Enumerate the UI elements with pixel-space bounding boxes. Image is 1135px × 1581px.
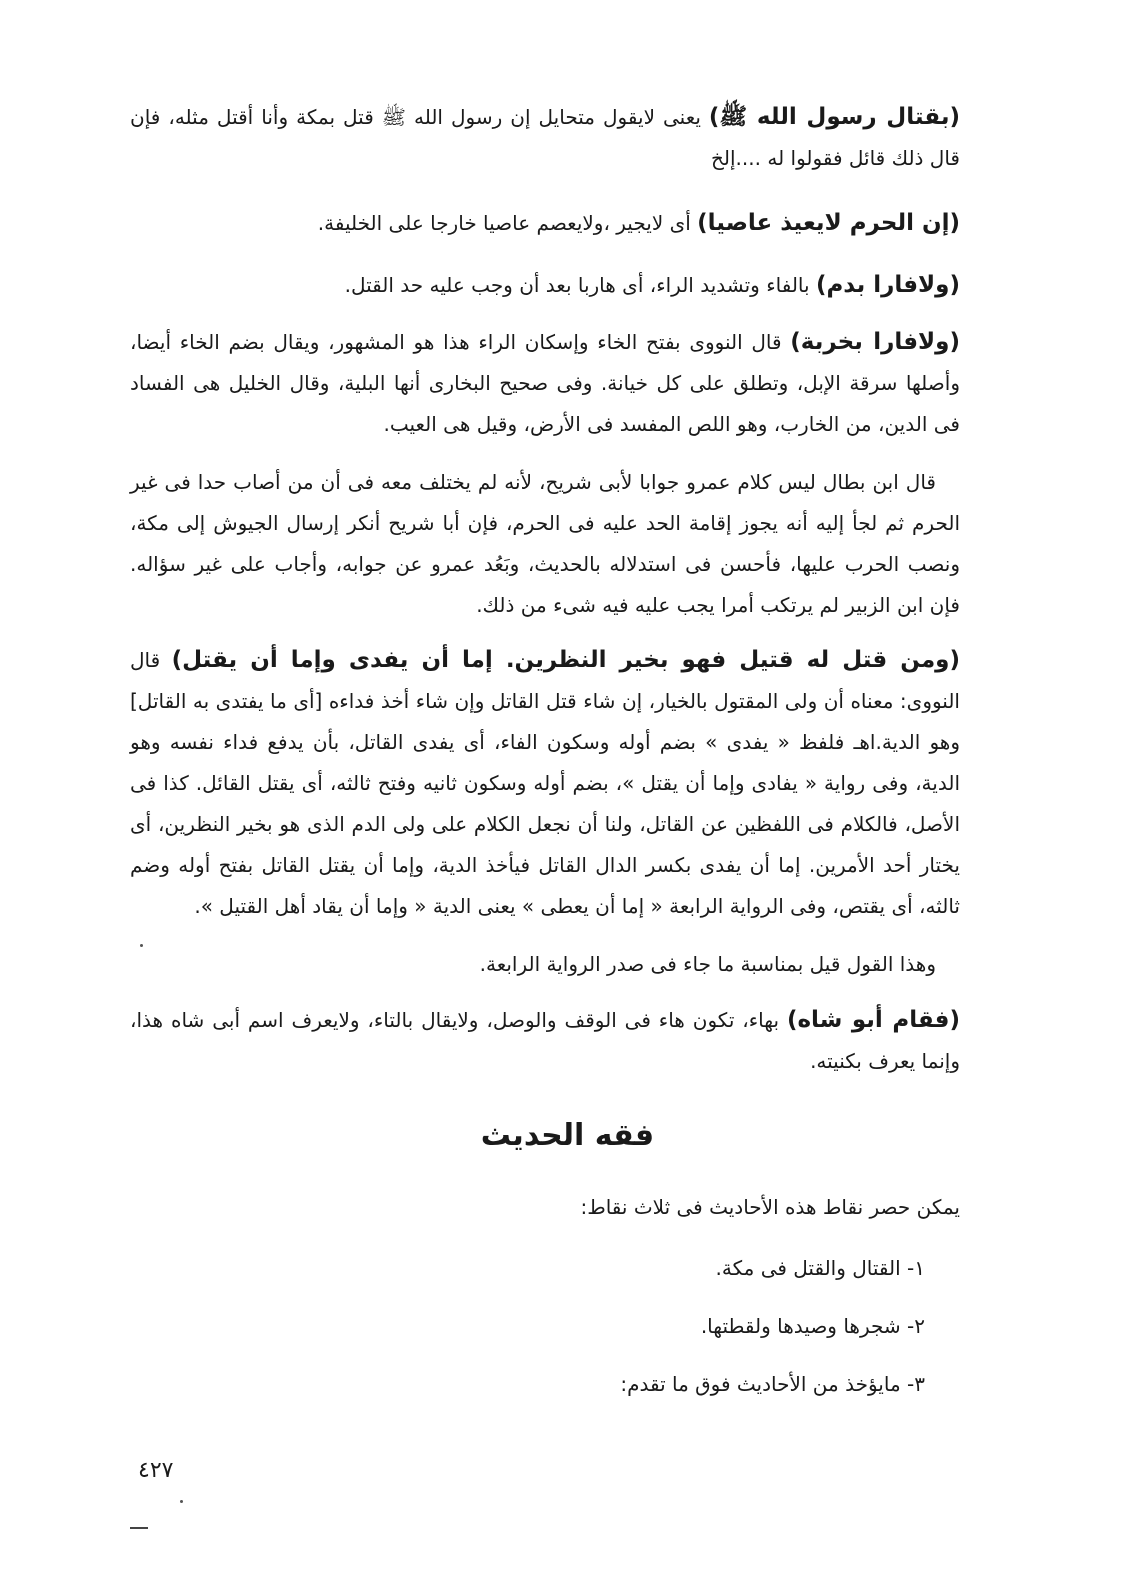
paragraph-8-text: بهاء، تكون هاء فى الوقف والوصل، ولايقال بالتاء، ولايعرف اسم أبى شاه هذا، وإنما يعرف بكنيته.	[130, 1008, 960, 1073]
paragraph-2-text: أى لايجير ،ولايعصم عاصيا خارجا على الخليفة.	[317, 211, 698, 235]
paragraph-1-text: يعنى لايقول متحايل إن رسول الله ﷺ قتل بمكة وأنا أقتل مثله، فإن قال ذلك قائل فقولوا له ....إلخ	[130, 105, 960, 170]
paragraph-5-text: قال ابن بطال ليس كلام عمرو جوابا لأبى شريح، لأنه لم يختلف معه فى أن من أصاب حدا فى غير الحرم ثم لجأ إليه أنه يجوز إقامة الحد عليه فى الحرم، فإن أبا شريح أنكر إرسال الجيوش إلى مكة، ونصب الحرب عليها، فأحسن فى استدلاله بالحديث، وبَعُد عمرو عن جوابه، وأجاب على غير سؤاله. فإن ابن الزبير لم يرتكب أمرا يجب عليه فيه شىء من ذلك.	[130, 470, 960, 617]
scan-speck	[140, 944, 143, 947]
paragraph-6-text: قال النووى: معناه أن ولى المقتول بالخيار، إن شاء قتل القاتل وإن شاء أخذ فداءه [أى ما يفتدى به القاتل] وهو الدية.اهـ فلفظ « يفدى » بضم أوله وسكون الفاء، أى يفدى القاتل، بأن يدفع فداء نفسه وهو الدية، وفى رواية « يفادى وإما أن يقتل »، بضم أوله وسكون ثانيه وفتح ثالثه، أى يقتل القائل. كذا فى الأصل، فالكلام فى اللفظين عن القاتل، ولنا أن نجعل الكلام على ولى الدم الذى هو بخير النظرين، أى يختار أحد الأمرين. إما أن يفدى بكسر الدال القاتل فيأخذ الدية، وإما أن يقتل القاتل بفتح أوله وضم ثالثه، أى يقتص، وفى الرواية الرابعة « إما أن يعطى » يعنى الدية « وإما أن يقاد أهل القتيل ».	[130, 648, 960, 918]
page-number: ٤٢٧	[138, 1458, 174, 1483]
paragraph-6-term: (ومن قتل له قتيل فهو بخير النظرين. إما أن يفدى وإما أن يقتل)	[171, 647, 960, 673]
paragraph-7-text: وهذا القول قيل بمناسبة ما جاء فى صدر الرواية الرابعة.	[479, 952, 936, 976]
paragraph-5	[130, 462, 960, 626]
paragraph-3	[130, 265, 960, 306]
paragraph-4-term: (ولافارا بخربة)	[790, 329, 960, 355]
paragraph-8-term: (فقام أبو شاه)	[786, 1007, 960, 1033]
paragraph-2	[130, 203, 960, 244]
paragraph-2-term: (إن الحرم لايعيذ عاصيا)	[697, 210, 960, 236]
paragraph-3-text: بالفاء وتشديد الراء، أى هاربا بعد أن وجب عليه حد القتل.	[344, 273, 816, 297]
paragraph-6	[130, 640, 960, 927]
paragraph-7	[130, 944, 960, 985]
paragraph-4-text: قال النووى بفتح الخاء وإسكان الراء هذا هو المشهور، ويقال بضم الخاء أيضا، وأصلها سرقة الإبل، وتطلق على كل خيانة. وفى صحيح البخارى أنها البلية، وقال الخليل هى الفساد فى الدين، من الخارب، وهو اللص المفسد فى الأرض، وقيل هى العيب.	[130, 330, 960, 436]
list-item-2: ٢- شجرها وصيدها ولقطتها.	[700, 1314, 925, 1338]
list-item-3: ٣- مايؤخذ من الأحاديث فوق ما تقدم:	[620, 1372, 925, 1396]
section-title: فقه الحديث	[480, 1118, 655, 1153]
paragraph-1-term: (بقتال رسول الله ﷺ)	[708, 104, 960, 130]
paragraph-3-term: (ولافارا بدم)	[815, 272, 960, 298]
list-item-1: ١- القتال والقتل فى مكة.	[715, 1256, 925, 1280]
scan-mark	[130, 1527, 148, 1529]
scan-speck	[180, 1500, 183, 1503]
list-intro: يمكن حصر نقاط هذه الأحاديث فى ثلاث نقاط:	[580, 1195, 960, 1219]
paragraph-4	[130, 322, 960, 445]
paragraph-1	[130, 97, 960, 179]
paragraph-8	[130, 1000, 960, 1082]
